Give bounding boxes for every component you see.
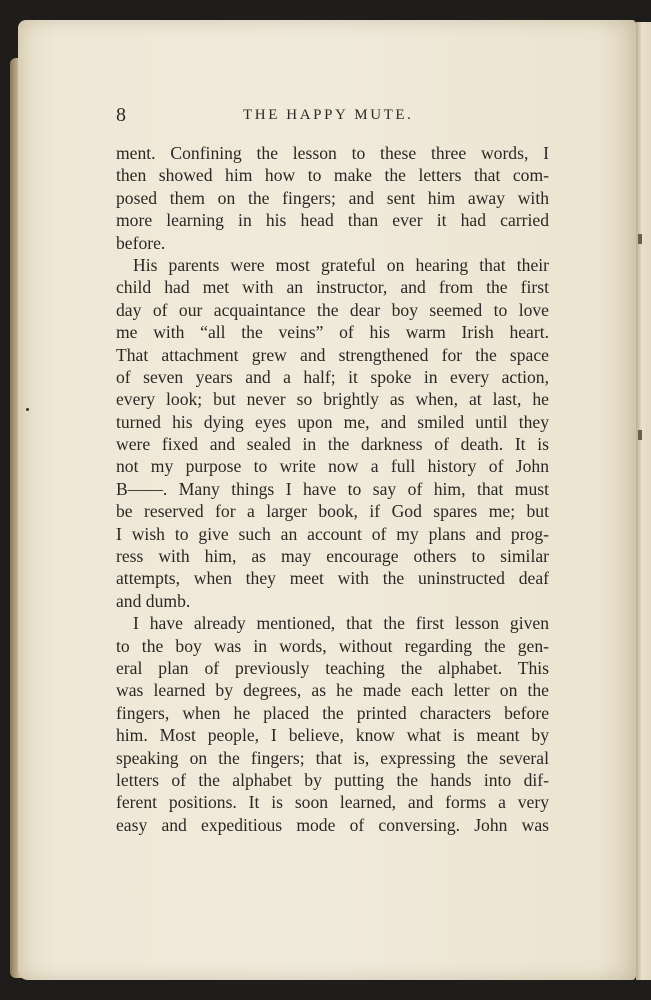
text-line: ferent positions. It is soon learned, and forms a very [116,792,549,813]
text-line: day of our acquaintance the dear boy seemed to love [116,299,549,320]
paragraph-start-line: His parents were most grateful on hearing that their [133,254,549,275]
text-line: fingers, when he placed the printed characters before [116,702,549,723]
text-line: before. [116,232,166,253]
text-line: were fixed and sealed in the darkness of death. It is [116,434,549,455]
text-line: ress with him, as may encourage others to similar [116,546,549,567]
text-line: eral plan of previously teaching the alphabet. This [116,657,549,678]
text-line: not my purpose to write now a full history of John [116,456,549,477]
text-line: was learned by degrees, as he made each letter on the [116,680,549,701]
text-line: then showed him how to make the letters that com- [116,165,549,186]
text-line: attempts, when they meet with the uninstructed deaf [116,568,549,589]
body-text [116,142,549,836]
text-line: I wish to give such an account of my plans and prog- [116,523,549,544]
text-line: every look; but never so brightly as when, at last, he [116,389,549,410]
text-line: be reserved for a larger book, if God spares me; but [116,501,549,522]
text-line: posed them on the fingers; and sent him away with [116,187,549,208]
text-line: ment. Confining the lesson to these three words, I [116,143,549,163]
page-number: 8 [116,104,126,126]
paragraph-start-line: I have already mentioned, that the first lesson given [133,613,549,634]
text-line: turned his dying eyes upon me, and smiled until they [116,411,549,432]
adjacent-page-edge [636,22,651,980]
text-line: more learning in his head than ever it had carried [116,210,549,231]
text-line: That attachment grew and strengthened for the space [116,344,549,365]
text-line: easy and expeditious mode of conversing. John was [116,814,549,835]
running-head: THE HAPPY MUTE. [243,107,414,123]
text-line: letters of the alphabet by putting the hands into dif- [116,769,549,790]
text-line: of seven years and a half; it spoke in every action, [116,366,549,387]
text-line: and dumb. [116,590,191,611]
text-line: to the boy was in words, without regarding the gen- [116,635,549,656]
text-line: speaking on the fingers; that is, expressing the several [116,747,549,768]
text-line: B——. Many things I have to say of him, that must [116,478,549,499]
text-line: him. Most people, I believe, know what is meant by [116,725,549,746]
text-line: child had met with an instructor, and from the first [116,277,549,298]
paper-speck [26,408,29,411]
text-line: me with “all the veins” of his warm Irish heart. [116,322,549,343]
page-header [116,104,550,128]
